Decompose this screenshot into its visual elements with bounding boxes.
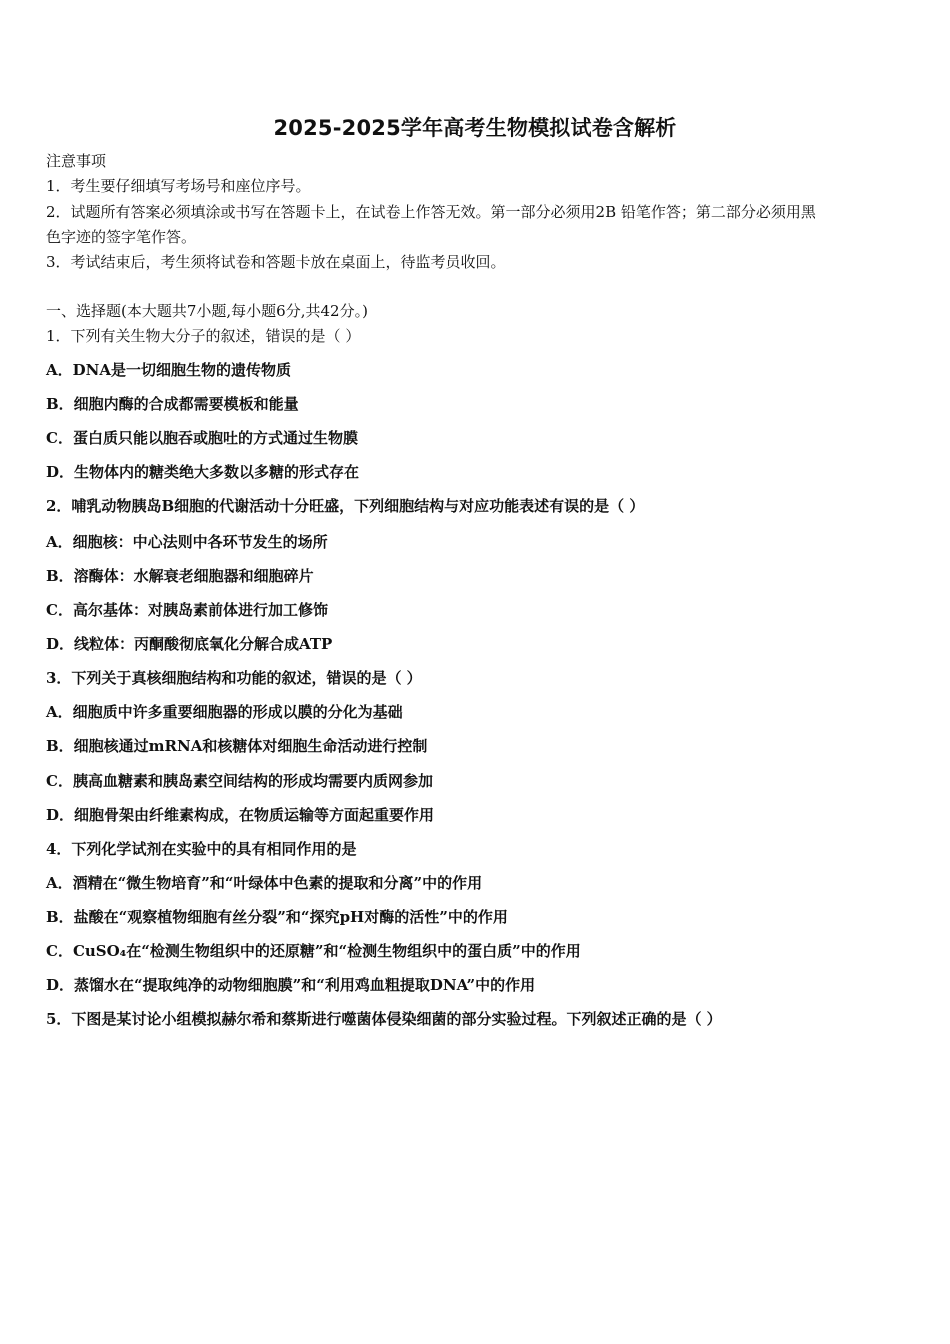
question-option: D．细胞骨架由纤维素构成，在物质运输等方面起重要作用 <box>46 806 435 824</box>
section-heading: 一、选择题(本大题共7小题,每小题6分,共42分。) <box>46 302 368 320</box>
question-option: C．胰高血糖素和胰岛素空间结构的形成均需要内质网参加 <box>46 772 433 790</box>
question-option: D．生物体内的糖类绝大多数以多糖的形式存在 <box>46 463 360 481</box>
question-option: A．DNA是一切细胞生物的遗传物质 <box>46 361 291 379</box>
question-stem: 1．下列有关生物大分子的叙述，错误的是（ ） <box>46 327 361 345</box>
question-option: A．细胞质中许多重要细胞器的形成以膜的分化为基础 <box>46 703 403 721</box>
notice-item: 色字迹的签字笔作答。 <box>46 228 197 246</box>
question-option: D．线粒体：丙酮酸彻底氧化分解合成ATP <box>46 635 333 653</box>
page-title: 2025-2025学年高考生物模拟试卷含解析 <box>273 116 677 140</box>
question-stem: 5．下图是某讨论小组模拟赫尔希和蔡斯进行噬菌体侵染细菌的部分实验过程。下列叙述正确的是（ ） <box>46 1010 722 1028</box>
notice-item: 1．考生要仔细填写考场号和座位序号。 <box>46 177 311 195</box>
question-option: C．高尔基体：对胰岛素前体进行加工修饰 <box>46 601 328 619</box>
notice-item: 2．试题所有答案必须填涂或书写在答题卡上，在试卷上作答无效。第一部分必须用2B 铅笔作答；第二部分必须用黑 <box>46 203 816 221</box>
question-option: B．细胞内酶的合成都需要模板和能量 <box>46 395 299 413</box>
question-stem: 4．下列化学试剂在实验中的具有相同作用的是 <box>46 840 357 858</box>
question-option: A．细胞核：中心法则中各环节发生的场所 <box>46 533 328 551</box>
question-option: D．蒸馏水在“提取纯净的动物细胞膜”和“利用鸡血粗提取DNA”中的作用 <box>46 976 536 994</box>
question-option: B．盐酸在“观察植物细胞有丝分裂”和“探究pH对酶的活性”中的作用 <box>46 908 508 926</box>
question-option: C．蛋白质只能以胞吞或胞吐的方式通过生物膜 <box>46 429 358 447</box>
notice-heading: 注意事项 <box>46 152 107 170</box>
question-option: B．细胞核通过mRNA和核糖体对细胞生命活动进行控制 <box>46 737 428 755</box>
notice-item: 3．考试结束后，考生须将试卷和答题卡放在桌面上，待监考员收回。 <box>46 253 506 271</box>
question-option: B．溶酶体：水解衰老细胞器和细胞碎片 <box>46 567 314 585</box>
question-stem: 2．哺乳动物胰岛B细胞的代谢活动十分旺盛，下列细胞结构与对应功能表述有误的是（ ） <box>46 497 645 515</box>
question-option: A．酒精在“微生物培育”和“叶绿体中色素的提取和分离”中的作用 <box>46 874 483 892</box>
question-stem: 3．下列关于真核细胞结构和功能的叙述，错误的是（ ） <box>46 669 422 687</box>
question-option: C．CuSO₄在“检测生物组织中的还原糖”和“检测生物组织中的蛋白质”中的作用 <box>46 942 581 960</box>
